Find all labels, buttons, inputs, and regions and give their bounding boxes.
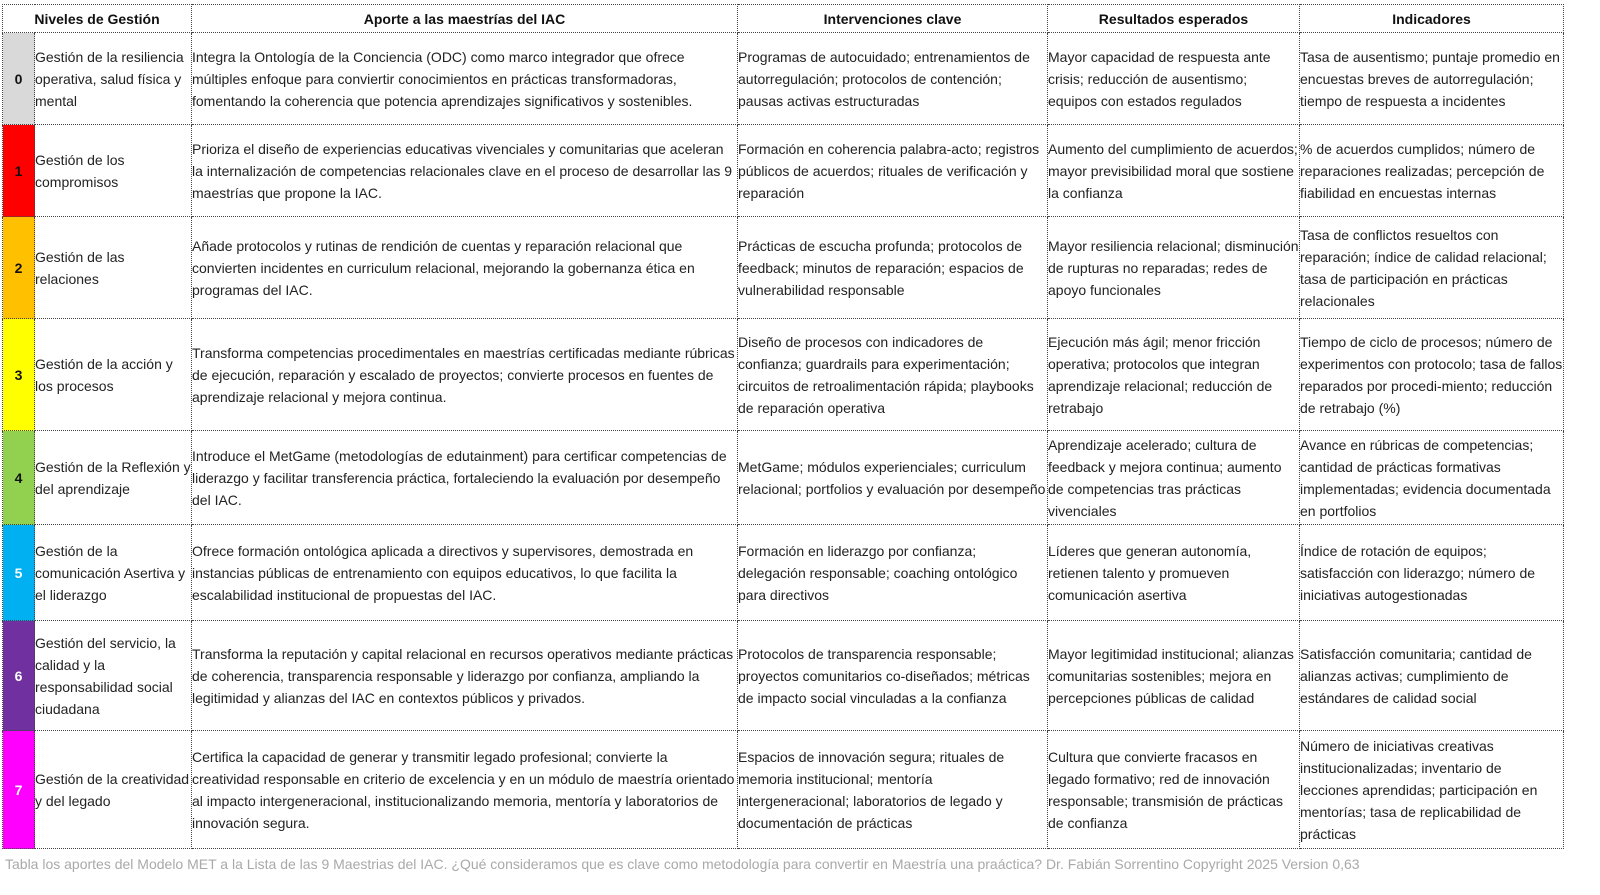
level-number: 0 xyxy=(3,33,35,125)
header-aporte: Aporte a las maestrías del IAC xyxy=(192,5,738,33)
table-row xyxy=(3,621,1564,731)
resultados-cell: Cultura que convierte fracasos en legado formativo; red de innovación responsable; transmisión de prácticas de confianza xyxy=(1048,731,1300,849)
aporte-cell: Añade protocolos y rutinas de rendición de cuentas y reparación relacional que convierten incidentes en curriculum relacional, mejorando la gobernanza ética en programas del IAC. xyxy=(192,217,738,319)
resultados-cell: Aprendizaje acelerado; cultura de feedback y mejora continua; aumento de competencias tras prácticas vivenciales xyxy=(1048,431,1300,525)
resultados-cell: Aumento del cumplimiento de acuerdos; mayor previsibilidad moral que sostiene la confianza xyxy=(1048,125,1300,217)
header-resultados: Resultados esperados xyxy=(1048,5,1300,33)
intervenciones-cell: Programas de autocuidado; entrenamientos de autorregulación; protocolos de contención; pausas activas estructuradas xyxy=(738,33,1048,125)
met-table xyxy=(2,4,1564,849)
indicadores-cell: Satisfacción comunitaria; cantidad de alianzas activas; cumplimiento de estándares de calidad social xyxy=(1300,621,1564,731)
header-indicadores: Indicadores xyxy=(1300,5,1564,33)
intervenciones-cell: MetGame; módulos experienciales; curriculum relacional; portfolios y evaluación por desempeño xyxy=(738,431,1048,525)
resultados-cell: Mayor legitimidad institucional; alianzas comunitarias sostenibles; mejora en percepciones públicas de calidad xyxy=(1048,621,1300,731)
intervenciones-cell: Prácticas de escucha profunda; protocolos de feedback; minutos de reparación; espacios de vulnerabilidad responsable xyxy=(738,217,1048,319)
indicadores-cell: Avance en rúbricas de competencias; cantidad de prácticas formativas implementadas; evidencia documentada en portfolios xyxy=(1300,431,1564,525)
intervenciones-cell: Protocolos de transparencia responsable; proyectos comunitarios co-diseñados; métricas de impacto social vinculadas a la confianza xyxy=(738,621,1048,731)
intervenciones-cell: Formación en liderazgo por confianza; delegación responsable; coaching ontológico para directivos xyxy=(738,525,1048,621)
aporte-cell: Certifica la capacidad de generar y transmitir legado profesional; convierte la creatividad responsable en criterio de excelencia y en un módulo de maestría orientado al impacto intergeneracional, institucionalizando memoria, mentoría y laboratorios de innovación segura. xyxy=(192,731,738,849)
resultados-cell: Mayor resiliencia relacional; disminución de rupturas no reparadas; redes de apoyo funcionales xyxy=(1048,217,1300,319)
level-name: Gestión del servicio, la calidad y la responsabilidad social ciudadana xyxy=(35,621,192,731)
level-number: 5 xyxy=(3,525,35,621)
indicadores-cell: Número de iniciativas creativas institucionalizadas; inventario de lecciones aprendidas; participación en mentorías; tasa de replicabilidad de prácticas xyxy=(1300,731,1564,849)
header-row xyxy=(3,5,1564,33)
table-row xyxy=(3,525,1564,621)
aporte-cell: Transforma competencias procedimentales en maestrías certificadas mediante rúbricas de ejecución, reparación y escalado de proyectos; convierte procesos en fuentes de aprendizaje relacional y mejora continua. xyxy=(192,319,738,431)
aporte-cell: Ofrece formación ontológica aplicada a directivos y supervisores, demostrada en instancias públicas de entrenamiento con equipos educativos, lo que facilita la escalabilidad institucional de propuestas del IAC. xyxy=(192,525,738,621)
level-number: 2 xyxy=(3,217,35,319)
header-intervenciones: Intervenciones clave xyxy=(738,5,1048,33)
level-number: 1 xyxy=(3,125,35,217)
table-row xyxy=(3,33,1564,125)
header-levels: Niveles de Gestión xyxy=(3,5,192,33)
indicadores-cell: Índice de rotación de equipos; satisfacción con liderazgo; número de iniciativas autogestionadas xyxy=(1300,525,1564,621)
aporte-cell: Introduce el MetGame (metodologías de edutainment) para certificar competencias de liderazgo y facilitar transferencia práctica, fortaleciendo la evaluación por desempeño del IAC. xyxy=(192,431,738,525)
table-caption: Tabla los aportes del Modelo MET a la Lista de las 9 Maestrias del IAC. ¿Qué consideramos que es clave como metodología para convertir en Maestría una praáctica? Dr. Fabián Sorrentino Copyright 2025 Version 0,63 xyxy=(5,856,1360,872)
table-row xyxy=(3,431,1564,525)
resultados-cell: Mayor capacidad de respuesta ante crisis; reducción de ausentismo; equipos con estados regulados xyxy=(1048,33,1300,125)
level-name: Gestión de la Reflexión y del aprendizaje xyxy=(35,431,192,525)
level-name: Gestión de los compromisos xyxy=(35,125,192,217)
indicadores-cell: Tasa de ausentismo; puntaje promedio en encuestas breves de autorregulación; tiempo de respuesta a incidentes xyxy=(1300,33,1564,125)
intervenciones-cell: Formación en coherencia palabra-acto; registros públicos de acuerdos; rituales de verificación y reparación xyxy=(738,125,1048,217)
table-row xyxy=(3,125,1564,217)
intervenciones-cell: Diseño de procesos con indicadores de confianza; guardrails para experimentación; circuitos de retroalimentación rápida; playbooks de reparación operativa xyxy=(738,319,1048,431)
aporte-cell: Integra la Ontología de la Conciencia (ODC) como marco integrador que ofrece múltiples enfoque para conviertir conocimientos en prácticas transformadoras, fomentando la coherencia que potencia aprendizajes significativos y sostenibles. xyxy=(192,33,738,125)
level-name: Gestión de la comunicación Asertiva y el liderazgo xyxy=(35,525,192,621)
resultados-cell: Ejecución más ágil; menor fricción operativa; protocolos que integran aprendizaje relacional; reducción de retrabajo xyxy=(1048,319,1300,431)
indicadores-cell: Tasa de conflictos resueltos con reparación; índice de calidad relacional; tasa de participación en prácticas relacionales xyxy=(1300,217,1564,319)
aporte-cell: Transforma la reputación y capital relacional en recursos operativos mediante prácticas de coherencia, transparencia responsable y liderazgo por confianza, ampliando la legitimidad y alianzas del IAC en contextos públicos y privados. xyxy=(192,621,738,731)
level-name: Gestión de la acción y los procesos xyxy=(35,319,192,431)
indicadores-cell: % de acuerdos cumplidos; número de reparaciones realizadas; percepción de fiabilidad en encuestas internas xyxy=(1300,125,1564,217)
level-name: Gestión de la creatividad y del legado xyxy=(35,731,192,849)
level-number: 3 xyxy=(3,319,35,431)
level-number: 7 xyxy=(3,731,35,849)
level-name: Gestión de la resiliencia operativa, salud física y mental xyxy=(35,33,192,125)
level-number: 6 xyxy=(3,621,35,731)
indicadores-cell: Tiempo de ciclo de procesos; número de experimentos con protocolo; tasa de fallos reparados por procedi-miento; reducción de retrabajo (%) xyxy=(1300,319,1564,431)
table-row xyxy=(3,319,1564,431)
resultados-cell: Líderes que generan autonomía, retienen talento y promueven comunicación asertiva xyxy=(1048,525,1300,621)
aporte-cell: Prioriza el diseño de experiencias educativas vivenciales y comunitarias que aceleran la internalización de competencias relacionales clave en el proceso de desarrollar las 9 maestrías que propone la IAC. xyxy=(192,125,738,217)
level-name: Gestión de las relaciones xyxy=(35,217,192,319)
table-row xyxy=(3,731,1564,849)
level-number: 4 xyxy=(3,431,35,525)
table-row xyxy=(3,217,1564,319)
intervenciones-cell: Espacios de innovación segura; rituales de memoria institucional; mentoría intergeneracional; laboratorios de legado y documentación de prácticas xyxy=(738,731,1048,849)
